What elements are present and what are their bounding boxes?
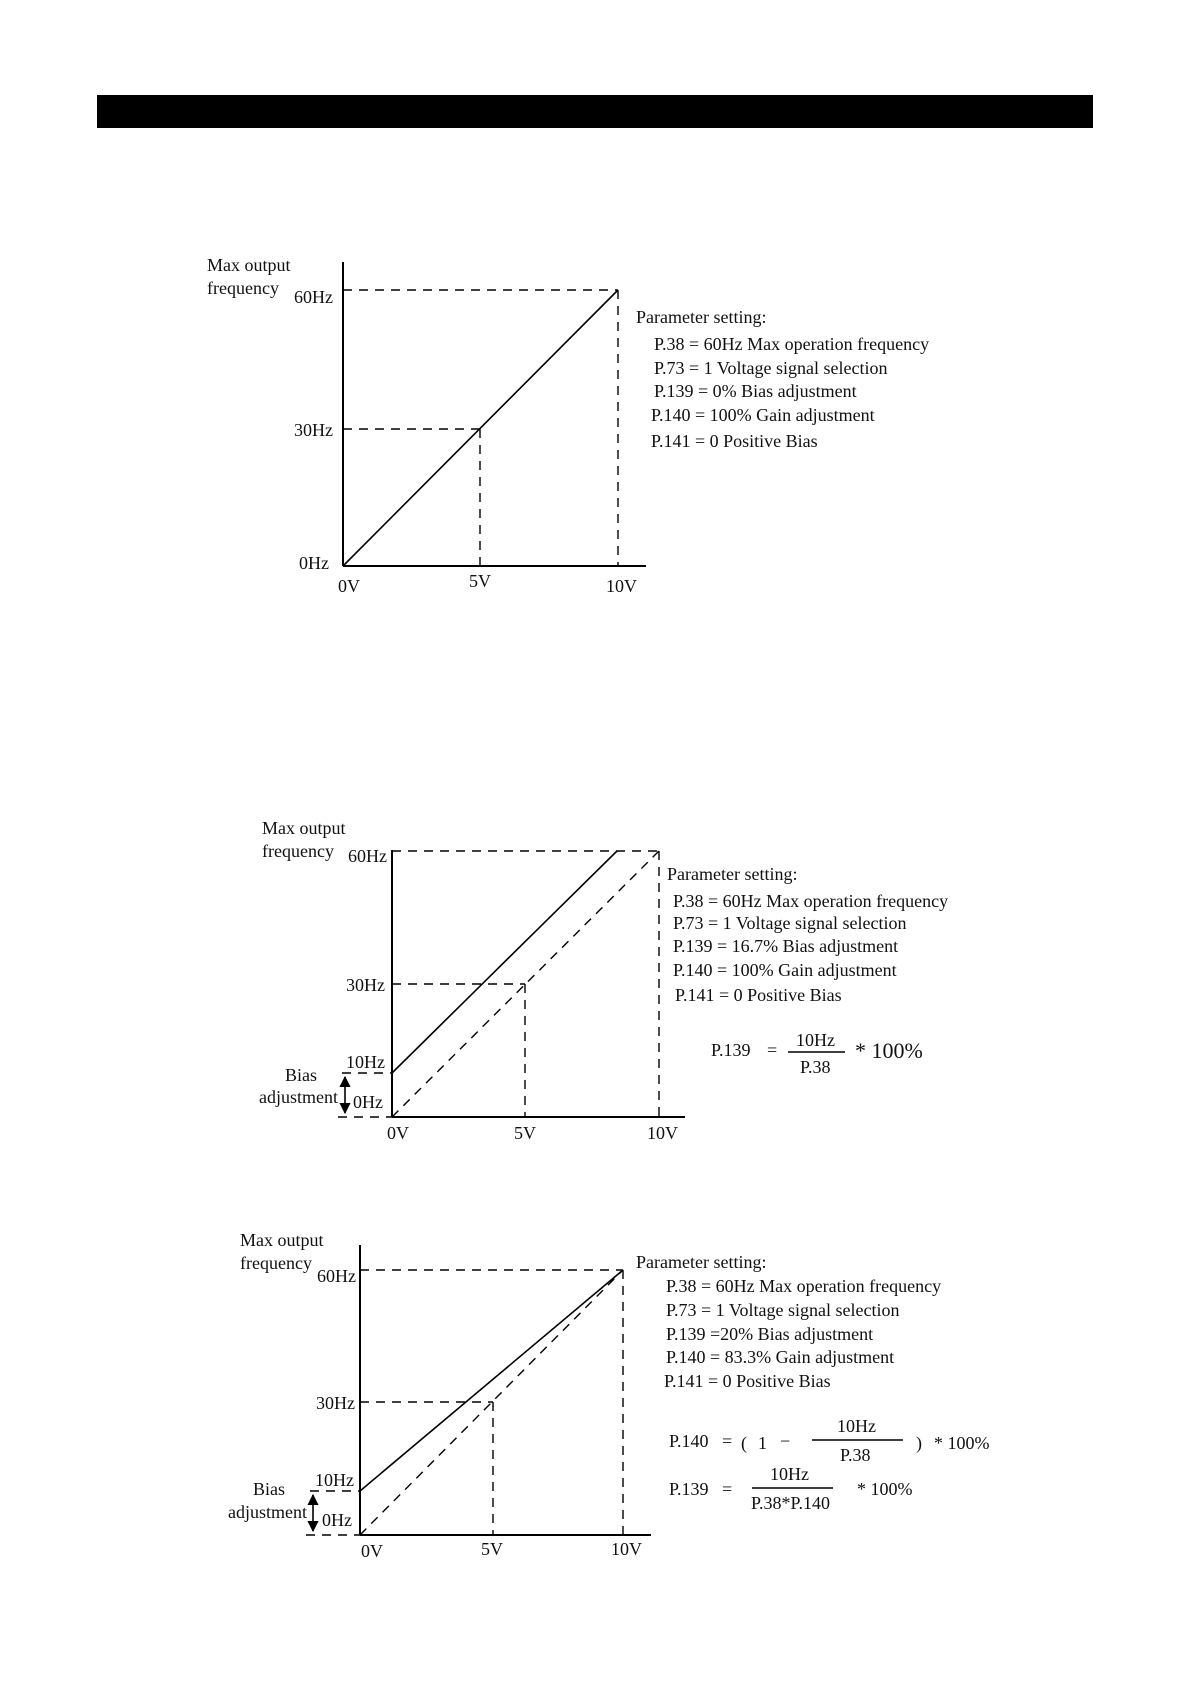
x-label-5v: 5V xyxy=(469,571,491,591)
formula1-lhs: P.140 xyxy=(669,1431,709,1451)
formula1-numerator: 10Hz xyxy=(837,1416,876,1436)
param-line-5: P.141 = 0 Positive Bias xyxy=(664,1371,831,1391)
gain-adjusted-line xyxy=(360,1270,623,1491)
param-line-4: P.140 = 100% Gain adjustment xyxy=(673,960,897,980)
param-line-1: P.38 = 60Hz Max operation frequency xyxy=(654,334,930,354)
formula-denominator: P.38 xyxy=(800,1057,831,1077)
x-label-10v: 10V xyxy=(611,1539,642,1559)
formula2-tail: * 100% xyxy=(857,1479,913,1499)
x-label-5v: 5V xyxy=(481,1539,503,1559)
bias-label-line1: Bias xyxy=(253,1479,286,1499)
param-line-2: P.73 = 1 Voltage signal selection xyxy=(654,358,888,378)
formula1-equals: = xyxy=(722,1431,733,1451)
formula-tail: * 100% xyxy=(855,1038,923,1063)
y-axis-title-line1: Max output xyxy=(207,255,291,275)
formula2-lhs: P.139 xyxy=(669,1479,709,1499)
param-line-3: P.139 =20% Bias adjustment xyxy=(666,1324,874,1344)
bias-label-line1: Bias xyxy=(285,1065,318,1085)
param-line-4: P.140 = 83.3% Gain adjustment xyxy=(666,1347,895,1367)
params-heading: Parameter setting: xyxy=(636,1252,767,1272)
y-axis-title-line2: frequency xyxy=(240,1253,312,1273)
params-heading: Parameter setting: xyxy=(636,307,767,327)
y-label-0hz: 0Hz xyxy=(353,1092,383,1112)
y-label-30hz: 30Hz xyxy=(346,975,385,995)
x-label-0v: 0V xyxy=(361,1541,383,1561)
diagram-3 xyxy=(228,1230,990,1561)
formula1-denominator: P.38 xyxy=(840,1445,871,1465)
param-line-4: P.140 = 100% Gain adjustment xyxy=(651,405,875,425)
y-label-60hz: 60Hz xyxy=(317,1266,356,1286)
diagram-2 xyxy=(259,818,948,1143)
params-heading: Parameter setting: xyxy=(667,864,798,884)
formula1-minus: − xyxy=(780,1431,791,1451)
x-label-10v: 10V xyxy=(647,1123,678,1143)
param-line-3: P.139 = 16.7% Bias adjustment xyxy=(673,936,899,956)
bias-label-line2: adjustment xyxy=(259,1087,338,1107)
param-line-3: P.139 = 0% Bias adjustment xyxy=(654,381,857,401)
y-axis-title-line1: Max output xyxy=(240,1230,324,1250)
y-label-30hz: 30Hz xyxy=(316,1393,355,1413)
x-label-5v: 5V xyxy=(514,1123,536,1143)
formula2-numerator: 10Hz xyxy=(770,1464,809,1484)
formula-numerator: 10Hz xyxy=(796,1030,835,1050)
x-label-0v: 0V xyxy=(338,576,360,596)
formula1-tail: * 100% xyxy=(934,1433,990,1453)
formula1-one: 1 xyxy=(758,1433,767,1453)
characteristic-line xyxy=(343,290,618,566)
y-axis-title-line2: frequency xyxy=(262,841,334,861)
formula2-denominator: P.38*P.140 xyxy=(751,1493,831,1513)
x-label-10v: 10V xyxy=(606,576,637,596)
bias-line xyxy=(392,851,617,1073)
y-label-60hz: 60Hz xyxy=(348,846,387,866)
formula1-open-paren: ( xyxy=(741,1433,747,1453)
y-label-0hz: 0Hz xyxy=(322,1510,352,1530)
bias-label-line2: adjustment xyxy=(228,1502,307,1522)
y-label-10hz: 10Hz xyxy=(346,1052,385,1072)
param-line-2: P.73 = 1 Voltage signal selection xyxy=(666,1300,900,1320)
param-line-5: P.141 = 0 Positive Bias xyxy=(651,431,818,451)
x-label-0v: 0V xyxy=(387,1123,409,1143)
y-axis-title-line2: frequency xyxy=(207,278,279,298)
y-axis-title-line1: Max output xyxy=(262,818,346,838)
formula-lhs: P.139 xyxy=(711,1040,751,1060)
formula-equals: = xyxy=(767,1040,778,1060)
y-label-0hz: 0Hz xyxy=(299,553,329,573)
param-line-2: P.73 = 1 Voltage signal selection xyxy=(673,913,907,933)
formula2-equals: = xyxy=(722,1479,733,1499)
param-line-5: P.141 = 0 Positive Bias xyxy=(675,985,842,1005)
y-label-60hz: 60Hz xyxy=(294,287,333,307)
y-label-30hz: 30Hz xyxy=(294,420,333,440)
diagram-1 xyxy=(207,255,929,596)
y-label-10hz: 10Hz xyxy=(315,1470,354,1490)
param-line-1: P.38 = 60Hz Max operation frequency xyxy=(673,891,949,911)
formula1-close-paren: ) xyxy=(916,1433,922,1453)
param-line-1: P.38 = 60Hz Max operation frequency xyxy=(666,1276,942,1296)
